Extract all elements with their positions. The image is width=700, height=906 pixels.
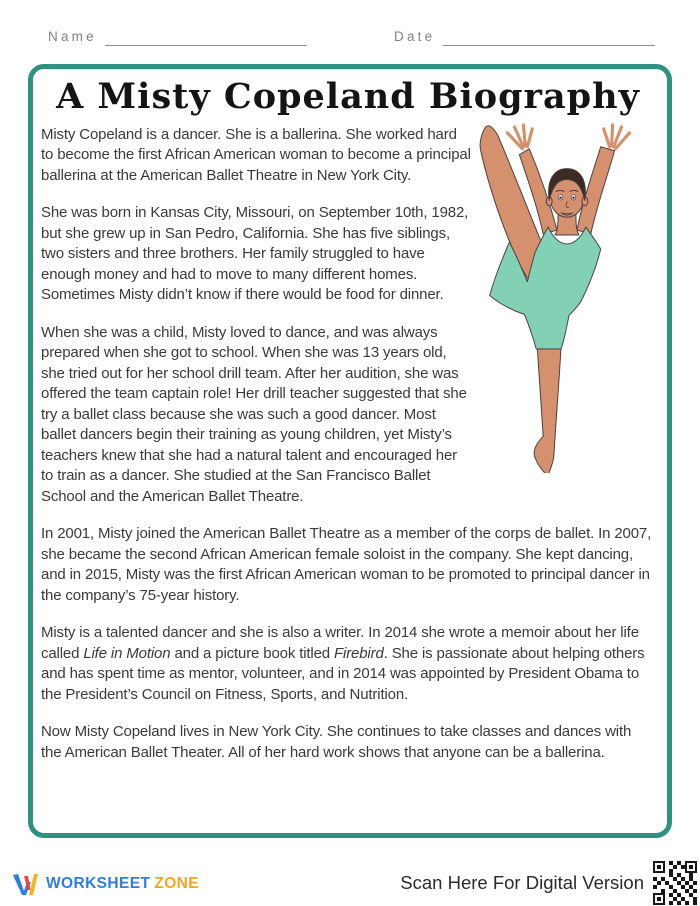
paragraph-6: Now Misty Copeland lives in New York City. She continues to take classes and dances with the American Ballet Theater. All of her hard work shows that anyone can be a ballerina. xyxy=(41,723,632,761)
paragraph-2: She was born in Kansas City, Missouri, on September 10th, 1982, but she grew up in San Pedro, California. She has five siblings, two sisters and three brothers. Her family struggled to have enough money and had to move to many different homes. Sometimes Misty didn’t know if there would be food for dinner. xyxy=(41,204,469,304)
paragraph-5-text: and a picture book titled xyxy=(170,644,334,662)
qr-code xyxy=(653,861,697,905)
book-title-life-in-motion: Life in Motion xyxy=(83,644,171,662)
biography-text xyxy=(41,125,655,764)
name-field xyxy=(48,29,307,46)
paragraph-1: Misty Copeland is a dancer. She is a ballerina. She worked hard to become the first African American woman to become a principal ballerina at the American Ballet Theatre in New York City. xyxy=(41,125,471,184)
worksheetzone-w-icon xyxy=(12,870,39,897)
name-label: Name xyxy=(48,29,97,44)
biography-card xyxy=(28,64,672,838)
date-input-line[interactable] xyxy=(443,30,655,46)
paragraph-5-text: Misty is a talented dancer and she is also a writer. In 2014 she wrote a memoir about her life called xyxy=(41,624,639,662)
page-title: A Misty Copeland Biography xyxy=(56,76,640,117)
paragraph-5-text: . She is passionate about helping others and has spent time as mentor, volunteer, and in 2014 was appointed by President Obama to the President’s Council on Fitness, Sports, and Nutrition. xyxy=(41,644,645,703)
logo-text-worksheet: WORKSHEET xyxy=(46,874,151,892)
ballerina-icon xyxy=(477,121,655,473)
paragraph-3: When she was a child, Misty loved to dance, and was always prepared when she got to school. When she was 13 years old, she tried out for her school drill team. After her audition, she was offered the team captain role! Her drill teacher suggested that she try a ballet class because she was such a good dancer. Most ballet dancers begin their training as young children, yet Misty’s teachers knew that she had a natural talent and encouraged her to train as a dancer. She studied at the San Francisco Ballet School and the American Ballet Theatre. xyxy=(41,323,467,505)
paragraph-4: In 2001, Misty joined the American Ballet Theatre as a member of the corps de ballet. In 2007, she became the second African American female soloist in the company. She kept dancing, and in 2015, Misty was the first African American woman to be promoted to principal dancer in the company’s 75-year history. xyxy=(41,525,652,604)
ballerina-illustration xyxy=(477,121,655,473)
name-input-line[interactable] xyxy=(105,30,307,46)
logo-text-zone: ZONE xyxy=(154,874,200,892)
scan-here-label: Scan Here For Digital Version xyxy=(400,872,644,893)
book-title-firebird: Firebird xyxy=(334,644,384,662)
paragraph-5 xyxy=(41,623,655,705)
qr-code-icon xyxy=(653,861,697,905)
worksheetzone-logo xyxy=(12,870,199,897)
date-label: Date xyxy=(394,29,436,44)
date-field xyxy=(394,29,655,46)
